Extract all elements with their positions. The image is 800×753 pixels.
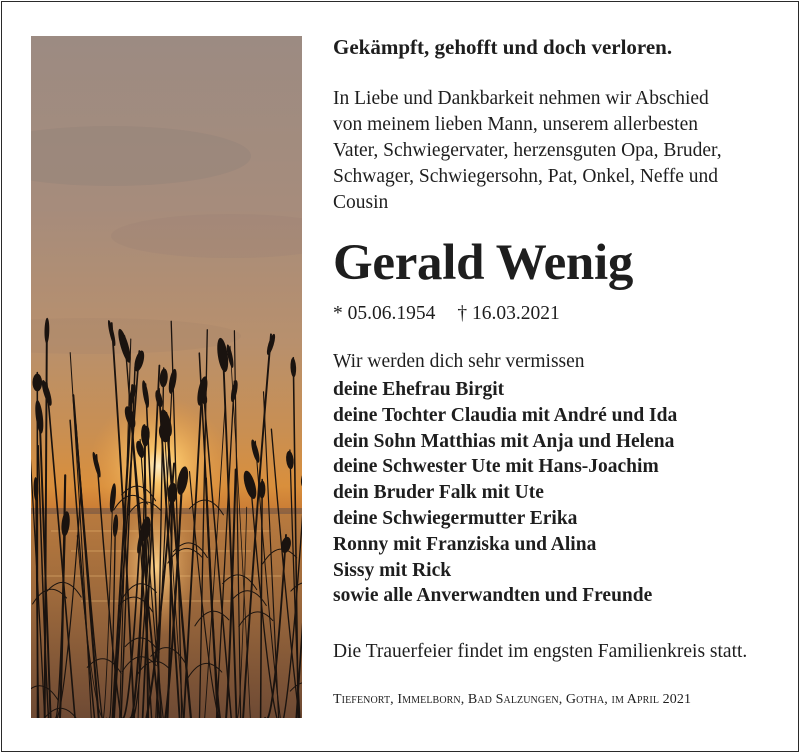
mourner-line: deine Ehefrau Birgit bbox=[333, 379, 505, 400]
headline: Gekämpft, gehofft und doch verloren. bbox=[333, 35, 673, 59]
mourner-line: Sissy mit Rick bbox=[333, 559, 452, 581]
birth-date: * 05.06.1954 bbox=[333, 303, 436, 324]
deceased-name: Gerald Wenig bbox=[333, 235, 634, 291]
mourner-line: deine Tochter Claudia mit André und Ida bbox=[333, 404, 678, 426]
intro-line: In Liebe und Dankbarkeit nehmen wir Abschied bbox=[333, 88, 709, 109]
sunset-reeds-photo bbox=[31, 36, 302, 718]
sunset-reeds-image bbox=[31, 36, 302, 718]
intro-line: Schwager, Schwiegersohn, Pat, Onkel, Neffe und bbox=[333, 166, 718, 187]
mourner-line: Ronny mit Franziska und Alina bbox=[333, 533, 597, 555]
mourner-line: deine Schwiegermutter Erika bbox=[333, 507, 578, 529]
intro-line: Cousin bbox=[333, 192, 389, 213]
mourner-line: deine Schwester Ute mit Hans-Joachim bbox=[333, 456, 659, 478]
intro-line: von meinem lieben Mann, unserem allerbesten bbox=[333, 114, 698, 135]
mourner-line: dein Sohn Matthias mit Anja und Helena bbox=[333, 430, 675, 452]
life-dates bbox=[333, 301, 783, 327]
intro-paragraph bbox=[333, 86, 783, 216]
mourner-line: sowie alle Anverwandten und Freunde bbox=[333, 585, 653, 607]
intro-line: Vater, Schwiegervater, herzensguten Opa, Bruder, bbox=[333, 140, 722, 161]
funeral-note: Die Trauerfeier findet im engsten Familienkreis statt. bbox=[333, 641, 748, 662]
miss-line: Wir werden dich sehr vermissen bbox=[333, 351, 585, 372]
places-and-date: Tiefenort, Immelborn, Bad Salzungen, Gotha, im April 2021 bbox=[333, 692, 692, 707]
mourner-line: dein Bruder Falk mit Ute bbox=[333, 482, 544, 504]
mourners-list bbox=[333, 377, 783, 609]
death-date: † 16.03.2021 bbox=[457, 303, 560, 324]
